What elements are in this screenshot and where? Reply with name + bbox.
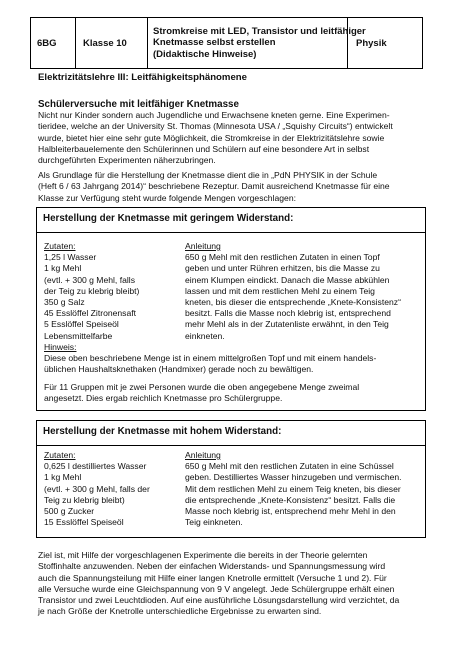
ingredient-item: 45 Esslöffel Zitronensaft xyxy=(44,308,137,319)
intro-paragraph xyxy=(38,110,422,166)
header-grade: 6BG xyxy=(31,18,76,68)
groups-paragraph xyxy=(44,382,420,404)
instruction-line: Masse noch klebrig ist, entsprechend mehr Mehl in den xyxy=(185,506,396,517)
ingredient-item: 350 g Salz xyxy=(44,297,85,308)
groups-line: Für 11 Gruppen mit je zwei Personen wurde die oben angegebene Menge zweimal xyxy=(44,382,360,392)
instruction-line: mehr Mehl als in der Zutatenliste erwähnt, in den Teig xyxy=(185,319,389,330)
instruction-line: einkneten. xyxy=(185,330,225,341)
instruction-line: die entsprechende „Knete-Konsistenz“ besitzt. Falls die xyxy=(185,494,396,505)
box-title: Herstellung der Knetmasse mit geringem Widerstand: xyxy=(43,213,294,224)
ingredient-item: 0,625 l destilliertes Wasser xyxy=(44,461,147,472)
intro-line: Nicht nur Kinder sondern auch Jugendliche und Erwachsene kneten gerne. Eine Experimen- xyxy=(38,110,390,120)
recipe-box-low-resistance xyxy=(36,207,426,411)
instruction-line: lassen und mit dem restlichen Mehl zu einem Teig xyxy=(185,285,375,296)
hint-line: üblichen Haushaltsknethaken (Handmixer) gerade noch zu bewältigen. xyxy=(44,364,314,375)
instruction-line: geben und unter Rühren erhitzen, bis die Masse zu xyxy=(185,263,380,274)
instruction-line: geben. Destilliertes Wasser hinzugeben und vermischen. xyxy=(185,472,402,483)
ingredient-item: 15 Esslöffel Speiseöl xyxy=(44,517,124,528)
ingredient-item: Teig zu klebrig bleibt) xyxy=(44,494,125,505)
ingredient-item: Lebensmittelfarbe xyxy=(44,330,113,341)
instructions-label: Anleitung xyxy=(185,450,221,460)
groups-line: angesetzt. Dies ergab reichlich Knetmasse pro Schülergruppe. xyxy=(44,393,283,404)
box-title: Herstellung der Knetmasse mit hohem Widerstand: xyxy=(43,426,282,437)
hint-line: Diese oben beschriebene Menge ist in einem mittelgroßen Topf und mit einem handels- xyxy=(44,353,377,364)
box-divider xyxy=(37,445,425,446)
basis-line: Klasse zur Verfügung steht wurde folgende Mengen vorgeschlagen: xyxy=(38,192,296,203)
hint-label: Hinweis: xyxy=(44,342,77,352)
intro-line: tieridee, welche an der University St. Thomas (Minnesota USA / „Squishy Circuits“) entwickelt xyxy=(38,121,393,132)
ingredient-item: (evtl. + 300 g Mehl, falls xyxy=(44,274,135,285)
ingredient-item: 1 kg Mehl xyxy=(44,472,82,483)
ingredient-item: 1,25 l Wasser xyxy=(44,252,97,263)
outro-line: auch die Spannungsteilung mit Hilfe einer langen Knetrolle ermittelt (Versuche 1 und 2). Für xyxy=(38,572,387,583)
hint-paragraph xyxy=(44,342,420,376)
ingredient-item: der Teig zu klebrig bleibt) xyxy=(44,285,140,296)
outro-line: alle Versuche wurde eine Gleichspannung von 9 V angelegt. Jede Schülergruppe erhält einen xyxy=(38,583,395,594)
header-topic-line: Stromkreise mit LED, Transistor und leitfähiger xyxy=(153,25,366,37)
recipe-box-high-resistance xyxy=(36,420,426,538)
ingredients-list xyxy=(44,450,179,528)
outro-line: Ziel ist, mit Hilfe der vorgeschlagenen Experimente die bereits in der Theorie gelernten xyxy=(38,550,368,560)
section-title: Elektrizitätslehre III: Leitfähigkeitsphänomene xyxy=(38,72,247,83)
intro-line: durchgeführten Experimenten näherzubringen. xyxy=(38,155,216,166)
ingredient-item: 500 g Zucker xyxy=(44,506,95,517)
box-divider xyxy=(37,232,425,233)
intro-line: Halbleiterbauelemente den Schülerinnen und Schülern auf eine besondere Art in selbst xyxy=(38,143,370,154)
ingredients-label: Zutaten: xyxy=(44,241,76,251)
instructions-label: Anleitung xyxy=(185,241,221,251)
header-topic-line: (Didaktische Hinweise) xyxy=(153,48,257,60)
outro-line: Stoffinhalte anzuwenden. Neben der einfachen Widerstands- und Spannungsmessung wird xyxy=(38,561,386,572)
ingredient-item: 5 Esslöffel Speiseöl xyxy=(44,319,119,330)
instructions-list xyxy=(185,241,421,342)
header-topic-line: Knetmasse selbst erstellen xyxy=(153,37,276,49)
instruction-line: Mit dem restlichen Mehl zu einem Teig kneten, bis dieser xyxy=(185,483,401,494)
header-class: Klasse 10 xyxy=(76,18,148,68)
header-subject: Physik xyxy=(356,37,387,49)
header-table xyxy=(30,17,423,69)
outro-line: je nach Größe der Knetrolle unterschiedliche Ergebnisse zu erwarten sind. xyxy=(38,606,322,617)
instruction-line: 650 g Mehl mit den restlichen Zutaten in eine Schüssel xyxy=(185,461,394,472)
instruction-line: 650 g Mehl mit den restlichen Zutaten in einen Topf xyxy=(185,252,380,263)
basis-paragraph xyxy=(38,170,422,204)
outro-line: Transistor und zwei Leuchtdioden. Auf eine ausführliche Lösungsdarstellung wird verzichtet, da xyxy=(38,595,400,606)
instruction-line: kneten, bis dieser die entsprechende „Knete-Konsistenz“ xyxy=(185,297,401,308)
ingredients-label: Zutaten: xyxy=(44,450,76,460)
instruction-line: einem Klumpen eindickt. Danach die Masse abkühlen xyxy=(185,274,390,285)
instruction-line: Teig einkneten. xyxy=(185,517,243,528)
basis-line: (Heft 6 / 63 Jahrgang 2014)“ beschriebene Rezeptur. Damit ausreichend Knetmasse für eine xyxy=(38,181,390,192)
instructions-list xyxy=(185,450,421,528)
instruction-line: besitzt. Falls die Masse noch klebrig ist, entsprechend xyxy=(185,308,391,319)
subsection-title: Schülerversuche mit leitfähiger Knetmasse xyxy=(38,99,239,110)
intro-line: wurde, bietet hier eine sehr gute Möglichkeit, die Stromkreise in der Elektrizitätslehre sowie xyxy=(38,132,385,143)
ingredient-item: 1 kg Mehl xyxy=(44,263,82,274)
ingredient-item: (evtl. + 300 g Mehl, falls der xyxy=(44,483,150,494)
ingredients-list xyxy=(44,241,164,342)
outro-paragraph xyxy=(38,550,422,618)
header-topic xyxy=(148,18,366,68)
basis-line: Als Grundlage für die Herstellung der Knetmasse dient die in „PdN PHYSIK in der Schule xyxy=(38,170,378,180)
